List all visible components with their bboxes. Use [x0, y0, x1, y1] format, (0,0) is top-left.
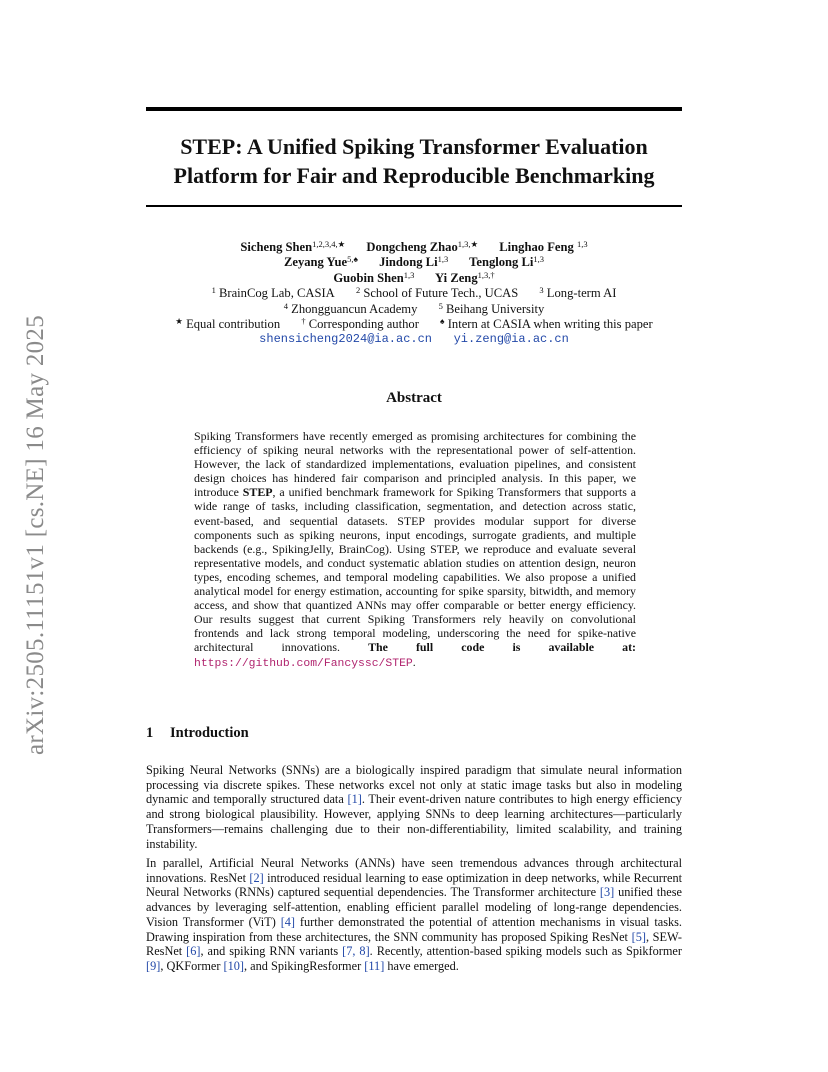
- abstract-code-note: The full code is available at:: [368, 640, 636, 655]
- arxiv-sidebar: [14, 295, 58, 775]
- arxiv-identifier: arXiv:2505.11151v1 [cs.NE] 16 May 2025: [22, 314, 49, 756]
- affiliation-mark: 3: [539, 285, 544, 296]
- affiliation-text: Beihang University: [442, 301, 545, 316]
- author-name: Tenglong Li: [469, 255, 534, 270]
- author-name: Jindong Li: [379, 255, 438, 270]
- abstract-text: Spiking Transformers have recently emerged as promising architectures for combining the efficiency of spiking neural networks with the representational power of self-attention. However, the lack of standardized implementations, evaluation pipelines, and consistent design choices has hindered fair comparison and principled analysis. In this paper, we introduce: [194, 429, 636, 500]
- citation-link[interactable]: [11]: [364, 958, 385, 973]
- author-name: Sicheng Shen: [240, 240, 313, 254]
- abstract-end: .: [412, 654, 416, 669]
- intro-paragraph-1: [146, 763, 682, 851]
- paragraph-text: In parallel, Artificial Neural Networks (ANNs) have seen tremendous advances through architectural innovations. ResNet: [146, 856, 682, 885]
- author-name: Yi Zeng: [435, 270, 478, 285]
- footnote-legend-row: [146, 317, 682, 332]
- citation-link[interactable]: [7, 8]: [342, 944, 370, 959]
- paragraph-text: . Recently, attention-based spiking models such as Spikformer: [369, 944, 682, 959]
- affiliation-mark: 5: [438, 300, 443, 311]
- code-repository-link[interactable]: https://github.com/Fancyssc/STEP: [194, 657, 413, 670]
- email-row: [146, 332, 682, 347]
- author-row-2: [146, 255, 682, 270]
- author-block: [146, 240, 682, 348]
- paragraph-text: unified these advances by leveraging self-attention, enabling efficient parallel modeling of long-range dependencies. Vision Transformer (ViT): [146, 885, 682, 929]
- title-bottom-rule: [146, 205, 682, 207]
- abstract-step-name: STEP: [242, 485, 273, 500]
- author-name: Dongcheng Zhao: [366, 240, 458, 254]
- abstract-body: [194, 429, 636, 671]
- paragraph-text: . Their event-driven nature contributes to high energy efficiency and strong biological plausibility. However, applying SNNs to deep learning architectures—particularly Transformers—remains challenging due to their non-differentiability, limited scalability, and training instability.: [146, 792, 683, 851]
- affiliation-text: Zhongguancun Academy: [288, 301, 418, 316]
- paragraph-text: have emerged.: [384, 958, 459, 973]
- paragraph-text: , SEW-ResNet: [146, 929, 682, 959]
- paragraph-text: Spiking Neural Networks (SNNs) are a biologically inspired paradigm that simulate neural information processing via discrete spikes. These networks excel not only at static image tasks but also in modeling dynamic and temporally structured data: [146, 763, 682, 807]
- email-link-2[interactable]: yi.zeng@ia.ac.cn: [453, 332, 569, 347]
- citation-link[interactable]: [6]: [186, 944, 201, 959]
- section-title: Introduction: [170, 725, 249, 741]
- author-affiliation-marks: 1,3: [576, 239, 588, 249]
- footnote-text: Intern at CASIA when writing this paper: [444, 317, 653, 332]
- paper-title: [146, 132, 682, 190]
- author-affiliation-marks: 1,3: [437, 254, 449, 265]
- citation-link[interactable]: [3]: [599, 885, 615, 900]
- title-top-rule: [146, 107, 682, 111]
- paragraph-text: introduced residual learning to ease optimization in deep networks, while Recurrent Neural Networks (RNNs) captured sequential dependencies. The Transformer architecture: [146, 870, 683, 900]
- paragraph-text: , and SpikingResformer: [244, 958, 365, 973]
- paragraph-text: , and spiking RNN variants: [200, 944, 343, 959]
- title-line-1: STEP: A Unified Spiking Transformer Evaluation: [180, 134, 648, 159]
- footnote-symbol: ♠: [440, 316, 445, 327]
- author-name: Zeyang Yue: [283, 255, 348, 270]
- email-link-1[interactable]: shensicheng2024@ia.ac.cn: [259, 332, 432, 347]
- paragraph-text: , QKFormer: [160, 958, 224, 973]
- citation-link[interactable]: [2]: [249, 870, 264, 885]
- citation-link[interactable]: [9]: [146, 958, 161, 973]
- citation-link[interactable]: [5]: [631, 929, 646, 944]
- intro-paragraph-2: [146, 856, 682, 974]
- footnote-text: Corresponding author: [305, 317, 419, 332]
- footnote-symbol: ★: [175, 316, 183, 327]
- section-number: 1: [146, 725, 154, 741]
- affiliation-row-2: [146, 302, 682, 317]
- author-name: Linghao Feng: [499, 240, 577, 254]
- author-affiliation-marks: 1,3: [403, 269, 415, 280]
- affiliation-text: BrainCog Lab, CASIA: [215, 286, 335, 301]
- author-affiliation-marks: 1,3,★: [457, 239, 479, 249]
- author-affiliation-marks: 1,2,3,4,★: [312, 239, 346, 249]
- author-row-3: [146, 271, 682, 286]
- paragraph-text: further demonstrated the potential of attention mechanisms in visual tasks. Drawing inspiration from these architectures, the SNN community has proposed Spiking ResNet: [146, 914, 682, 944]
- affiliation-mark: 2: [355, 285, 361, 296]
- author-affiliation-marks: 5,♠: [347, 254, 358, 265]
- abstract-heading: Abstract: [386, 390, 442, 406]
- affiliation-text: Long-term AI: [543, 286, 617, 301]
- footnote-text: Equal contribution: [182, 317, 281, 332]
- citation-link[interactable]: [1]: [347, 792, 362, 807]
- citation-link[interactable]: [10]: [223, 958, 245, 973]
- footnote-symbol: †: [301, 316, 306, 327]
- title-line-2: Platform for Fair and Reproducible Benchmarking: [173, 163, 655, 188]
- section-heading-introduction: [146, 725, 682, 742]
- author-affiliation-marks: 1,3,†: [477, 269, 495, 280]
- abstract-text: , a unified benchmark framework for Spiking Transformers that supports a wide range of tasks, including classification, segmentation, and detection across static, event-based, and sequential datasets. STEP provides modular support for diverse components such as spiking neurons, input encodings, surrogate gradients, and multiple backends (e.g., SpikingJelly, BrainCog). Using STEP, we reproduce and evaluate several representative models, and conduct systematic ablation studies on attention design, neuron types, encoding schemes, and temporal modeling capabilities. We also propose a unified analytical model for energy estimation, accounting for spike sparsity, bitwidth, and memory access, and show that quantized ANNs may offer comparable or better energy efficiency. Our results suggest that current Spiking Transformers rely heavily on convolutional frontends and lack strong temporal modeling, underscoring the need for spike-native architectural innovations.: [194, 485, 636, 655]
- affiliation-row-1: [146, 286, 682, 301]
- citation-link[interactable]: [4]: [280, 914, 296, 929]
- author-affiliation-marks: 1,3: [533, 254, 545, 265]
- affiliation-mark: 1: [211, 285, 216, 296]
- affiliation-text: School of Future Tech., UCAS: [360, 286, 519, 301]
- author-row-1: [146, 240, 682, 255]
- author-name: Guobin Shen: [333, 270, 404, 285]
- affiliation-mark: 4: [283, 300, 288, 311]
